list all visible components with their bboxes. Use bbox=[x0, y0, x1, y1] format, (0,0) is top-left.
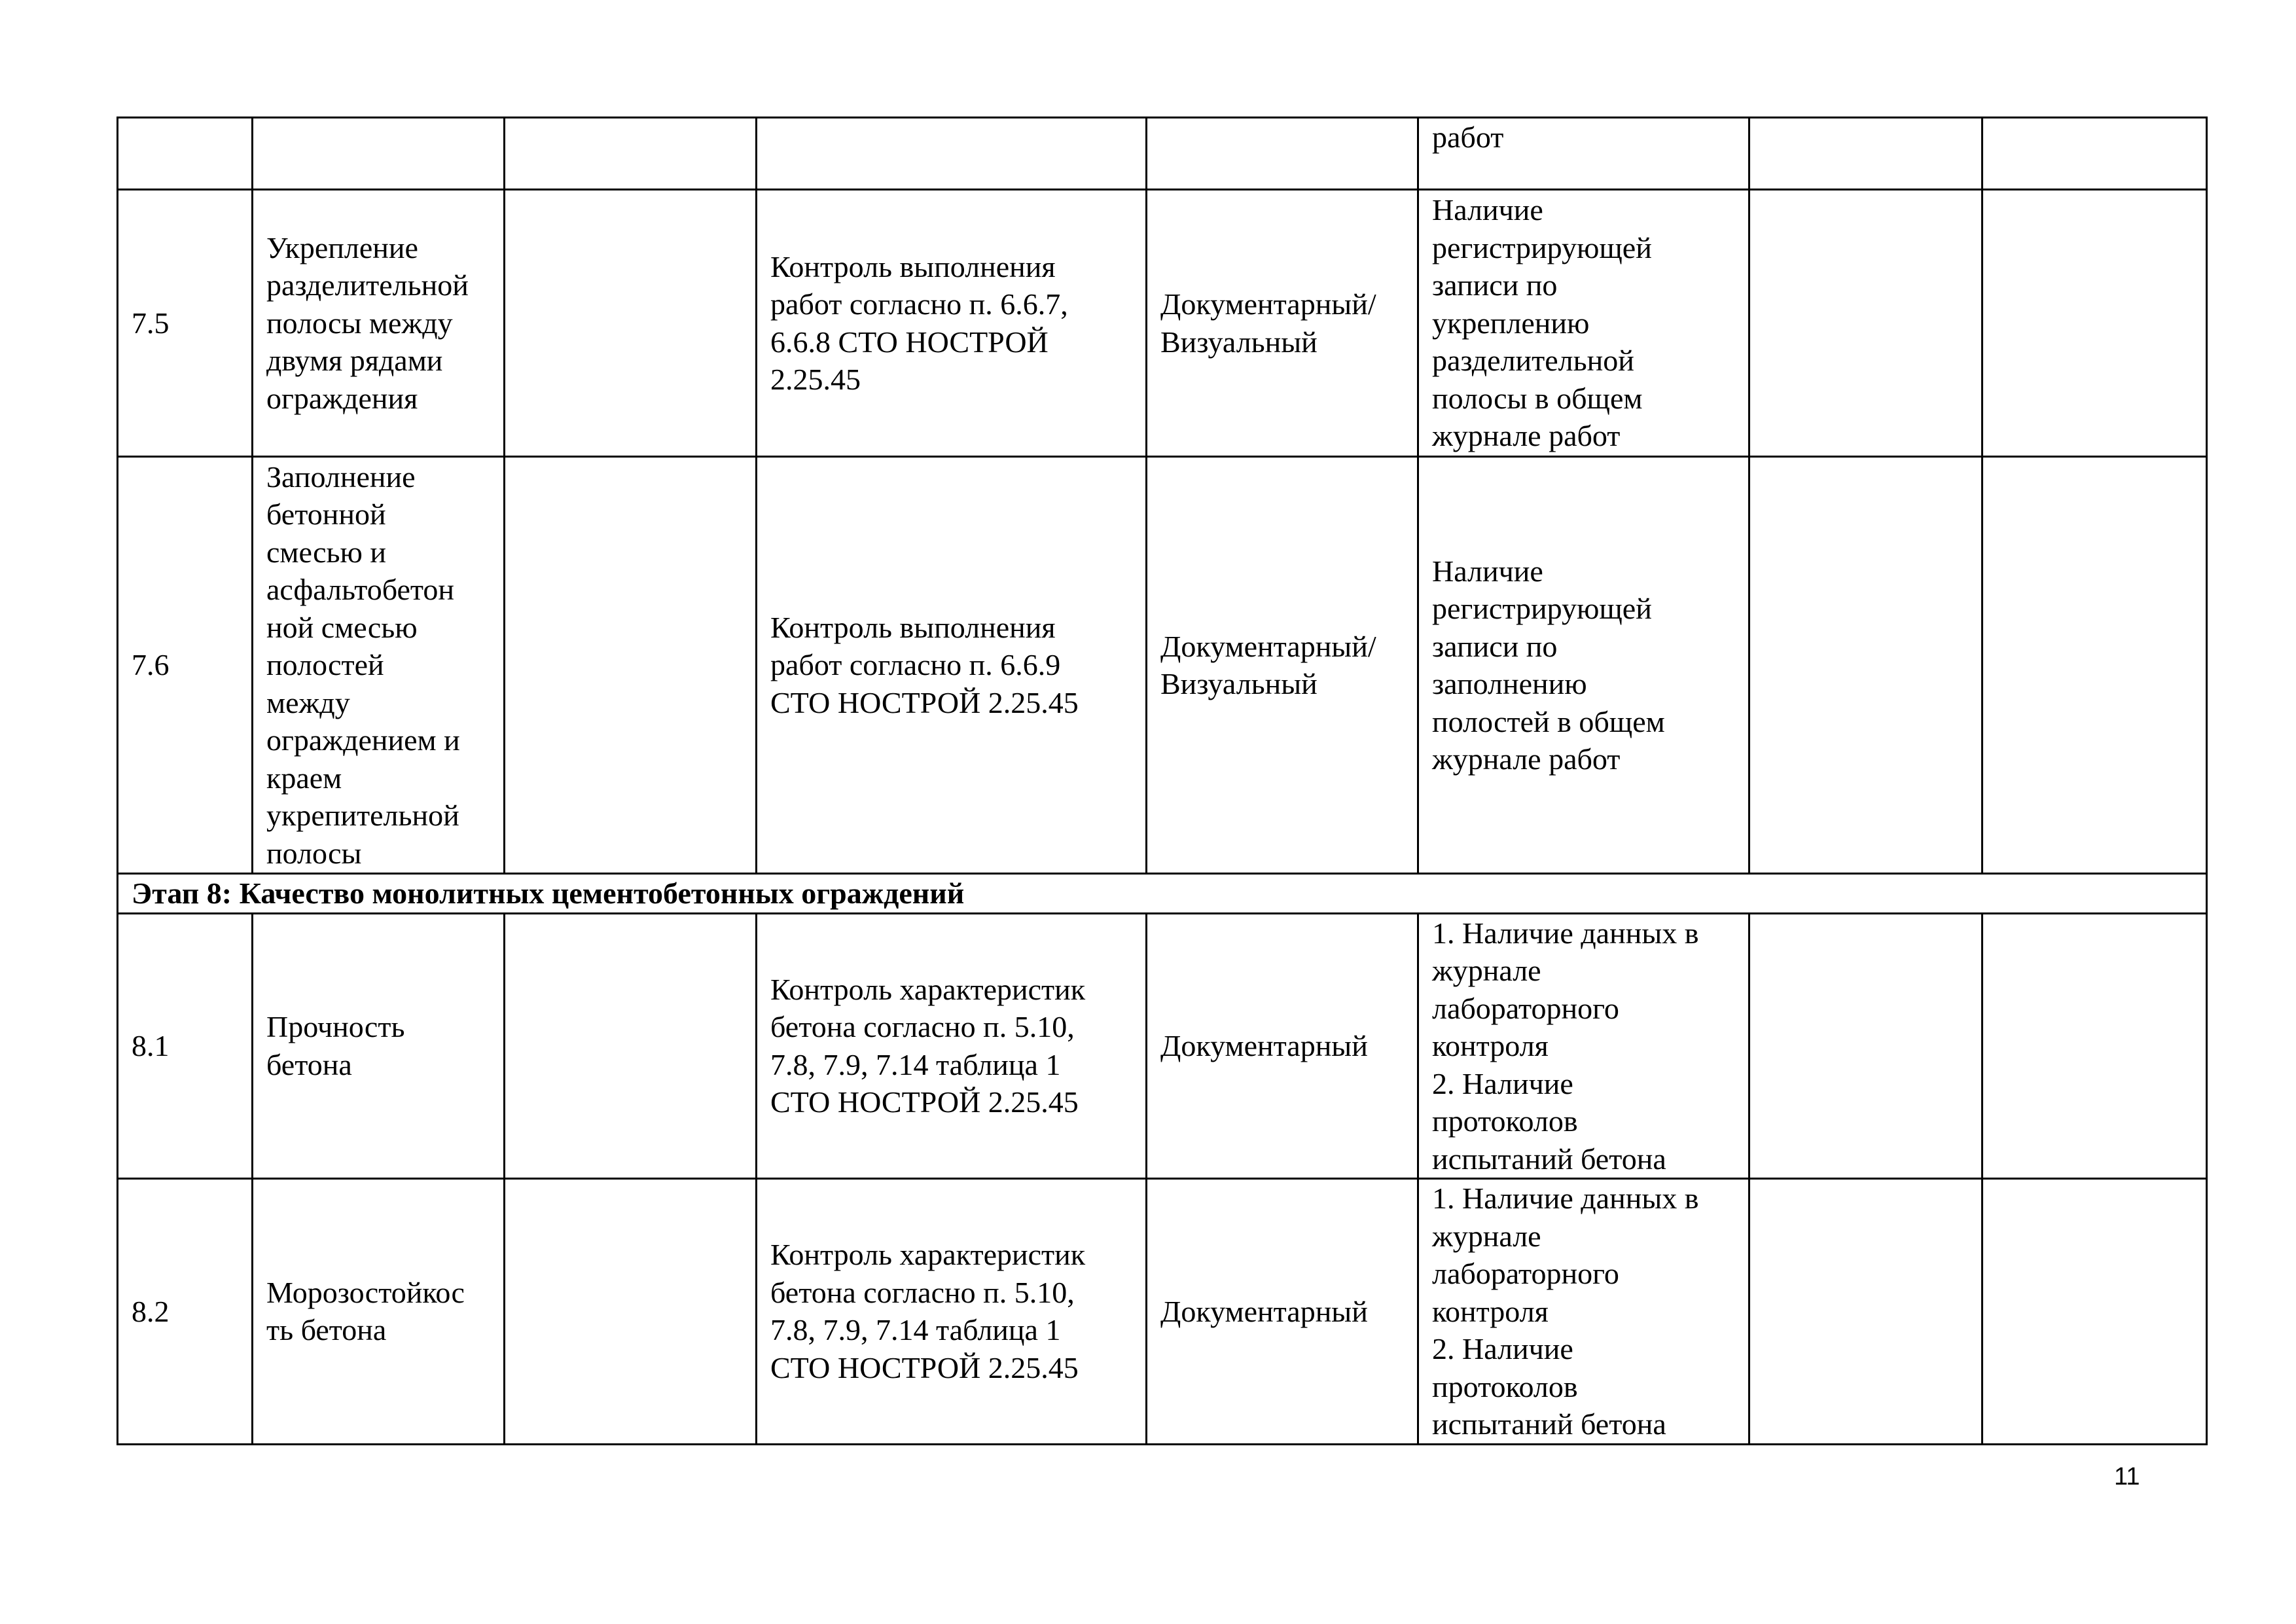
row-number-cell bbox=[118, 118, 253, 190]
table-row bbox=[118, 118, 2207, 190]
row-control-cell: Контроль выполнения работ согласно п. 6.6.7, 6.6.8 СТО НОСТРОЙ 2.25.45 bbox=[757, 190, 1147, 457]
row-empty-cell bbox=[1982, 913, 2207, 1179]
row-control-cell bbox=[757, 118, 1147, 190]
row-number-cell: 7.5 bbox=[118, 190, 253, 457]
row-empty-cell bbox=[1749, 913, 1982, 1179]
row-empty-cell bbox=[505, 118, 757, 190]
row-result-cell: работ bbox=[1418, 118, 1749, 190]
row-empty-cell bbox=[505, 1179, 757, 1445]
control-table bbox=[117, 117, 2208, 1445]
table-row bbox=[118, 913, 2207, 1179]
row-empty-cell bbox=[1982, 190, 2207, 457]
row-number-cell: 8.2 bbox=[118, 1179, 253, 1445]
row-number-cell: 8.1 bbox=[118, 913, 253, 1179]
row-empty-cell bbox=[1749, 457, 1982, 874]
row-empty-cell bbox=[1749, 1179, 1982, 1445]
table-row bbox=[118, 457, 2207, 874]
row-empty-cell bbox=[1982, 457, 2207, 874]
row-empty-cell bbox=[1982, 118, 2207, 190]
row-result-cell: Наличие регистрирующей записи по укреплению разделительной полосы в общем журнале работ bbox=[1418, 190, 1749, 457]
row-control-cell: Контроль характеристик бетона согласно п. 5.10, 7.8, 7.9, 7.14 таблица 1 СТО НОСТРОЙ 2.25.45 bbox=[757, 1179, 1147, 1445]
row-number-cell: 7.6 bbox=[118, 457, 253, 874]
row-control-cell: Контроль характеристик бетона согласно п. 5.10, 7.8, 7.9, 7.14 таблица 1 СТО НОСТРОЙ 2.25.45 bbox=[757, 913, 1147, 1179]
row-empty-cell bbox=[1749, 118, 1982, 190]
row-name-cell: Укрепление разделительной полосы между двумя рядами ограждения bbox=[253, 190, 505, 457]
row-result-cell: 1. Наличие данных в журнале лабораторного контроля 2. Наличие протоколов испытаний бетона bbox=[1418, 913, 1749, 1179]
table-row bbox=[118, 190, 2207, 457]
stage-header-row bbox=[118, 874, 2207, 914]
row-result-cell: Наличие регистрирующей записи по заполнению полостей в общем журнале работ bbox=[1418, 457, 1749, 874]
row-empty-cell bbox=[505, 190, 757, 457]
row-method-cell: Документарный/ Визуальный bbox=[1147, 190, 1418, 457]
row-empty-cell bbox=[1749, 190, 1982, 457]
table-row bbox=[118, 1179, 2207, 1445]
page-number: 11 bbox=[2114, 1463, 2140, 1490]
row-empty-cell bbox=[505, 457, 757, 874]
row-control-cell: Контроль выполнения работ согласно п. 6.6.9 СТО НОСТРОЙ 2.25.45 bbox=[757, 457, 1147, 874]
row-method-cell: Документарный/ Визуальный bbox=[1147, 457, 1418, 874]
row-empty-cell bbox=[1982, 1179, 2207, 1445]
stage-title: Этап 8: Качество монолитных цементобетонных ограждений bbox=[118, 874, 2207, 914]
row-name-cell bbox=[253, 118, 505, 190]
row-empty-cell bbox=[505, 913, 757, 1179]
row-method-cell bbox=[1147, 118, 1418, 190]
row-method-cell: Документарный bbox=[1147, 913, 1418, 1179]
row-method-cell: Документарный bbox=[1147, 1179, 1418, 1445]
row-result-cell: 1. Наличие данных в журнале лабораторного контроля 2. Наличие протоколов испытаний бетона bbox=[1418, 1179, 1749, 1445]
row-name-cell: Прочность бетона bbox=[253, 913, 505, 1179]
row-name-cell: Морозостойкос ть бетона bbox=[253, 1179, 505, 1445]
row-name-cell: Заполнение бетонной смесью и асфальтобетон ной смесью полостей между ограждением и краем укрепительной полосы bbox=[253, 457, 505, 874]
